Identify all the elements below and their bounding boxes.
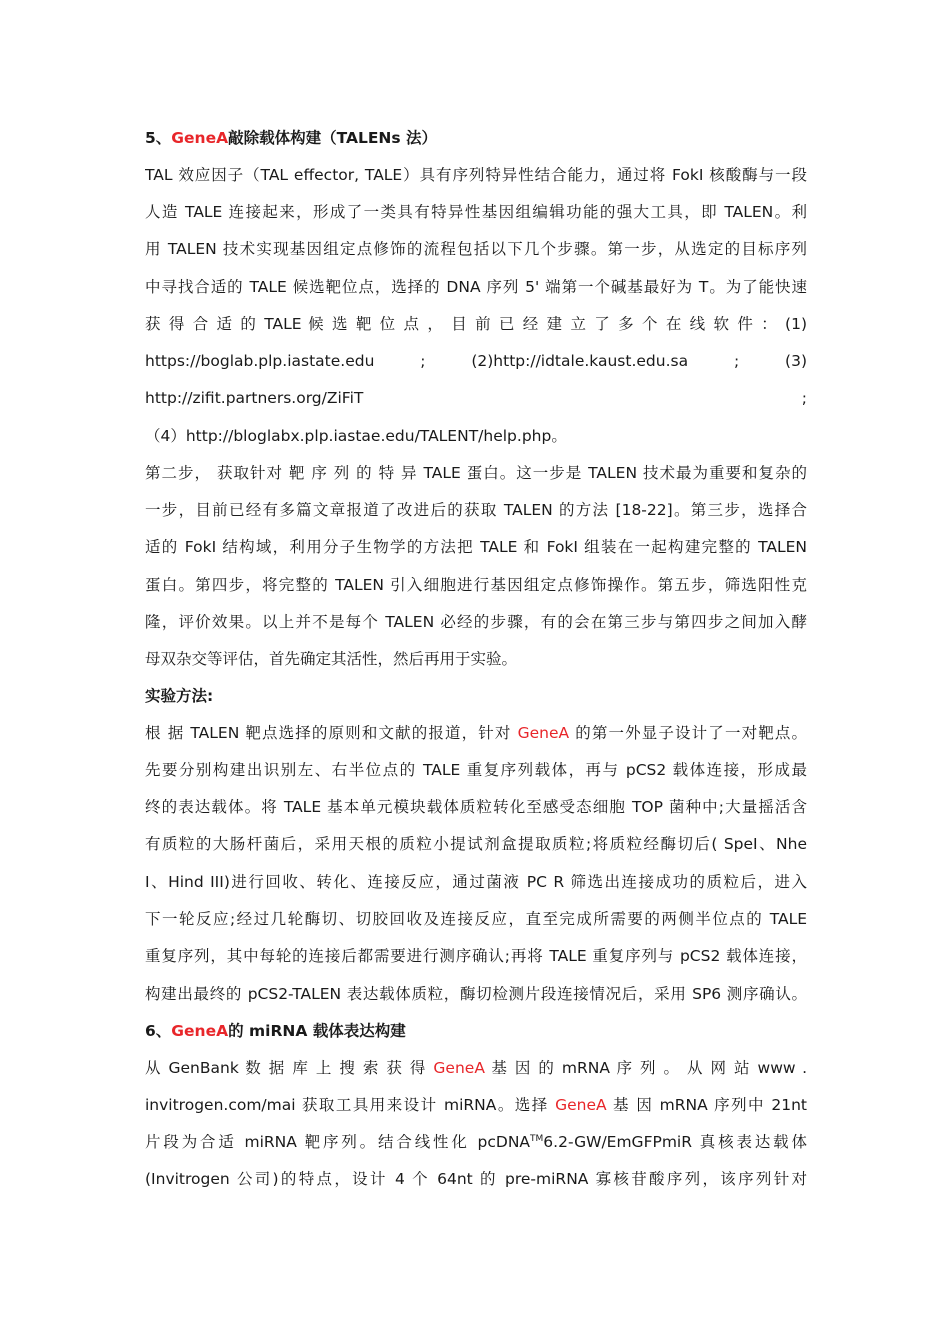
paragraph-line: 根 据 TALEN 靶点选择的原则和文献的报道，针对 GeneA 的第一外显子设计了一对靶点。 bbox=[145, 724, 807, 742]
paragraph-line: TAL 效应因子（TAL effector, TALE）具有序列特异性结合能力，通过将 FokI 核酸酶与一段 bbox=[145, 166, 807, 184]
paragraph-line: 先要分别构建出识别左、右半位点的 TALE 重复序列载体，再与 pCS2 载体连接，形成最 bbox=[145, 761, 807, 779]
paragraph-line: 蛋白。第四步，将完整的 TALEN 引入细胞进行基因组定点修饰操作。第五步，筛选阳性克 bbox=[145, 576, 807, 594]
paragraph-line: 有质粒的大肠杆菌后，采用天根的质粒小提试剂盒提取质粒;将质粒经酶切后( SpeI、Nhe bbox=[145, 835, 807, 853]
paragraph-line: 重复序列，其中每轮的连接后都需要进行测序确认;再将 TALE 重复序列与 pCS2 载体连接， bbox=[145, 947, 807, 965]
paragraph-line: 适的 FokI 结构域，利用分子生物学的方法把 TALE 和 FokI 组装在一起构建完整的 TALEN bbox=[145, 538, 807, 556]
gene-name: GeneA bbox=[171, 1022, 229, 1040]
paragraph-line: (Invitrogen 公司)的特点，设计 4 个 64nt 的 pre-miRNA 寡核苷酸序列，该序列针对 bbox=[145, 1170, 807, 1188]
paragraph-line: 下一轮反应;经过几轮酶切、切胶回收及连接反应，直至完成所需要的两侧半位点的 TALE bbox=[145, 910, 807, 928]
trademark-superscript: TM bbox=[530, 1134, 544, 1144]
paragraph-line: 获 得 合 适 的 TALE 候 选 靶 位 点 ， 目 前 已 经 建 立 了 多 个 在 线 软 件 ： (1) bbox=[145, 315, 807, 333]
paragraph-line: 用 TALEN 技术实现基因组定点修饰的流程包括以下几个步骤。第一步，从选定的目标序列 bbox=[145, 240, 807, 258]
paragraph-line: invitrogen.com/mai 获取工具用来设计 miRNA。选择 GeneA 基 因 mRNA 序列中 21nt bbox=[145, 1096, 807, 1114]
paragraph-line: 构建出最终的 pCS2-TALEN 表达载体质粒，酶切检测片段连接情况后，采用 SP6 测序确认。 bbox=[145, 985, 807, 1003]
paragraph-line: 从 GenBank 数 据 库 上 搜 索 获 得 GeneA 基 因 的 mRNA 序 列 。 从 网 站 www . bbox=[145, 1059, 807, 1077]
methods-label: 实验方法: bbox=[145, 687, 214, 705]
url-line: http://zifit.partners.org/ZiFiT ; bbox=[145, 389, 807, 407]
url-line: https://boglab.plp.iastate.edu ; (2)http://idtale.kaust.edu.sa ; (3) bbox=[145, 352, 807, 370]
gene-name: GeneA bbox=[433, 1059, 485, 1077]
paragraph-line: 人造 TALE 连接起来，形成了一类具有特异性基因组编辑功能的强大工具，即 TALEN。利 bbox=[145, 203, 807, 221]
paragraph-line: 母双杂交等评估，首先确定其活性，然后再用于实验。 bbox=[145, 650, 518, 668]
section-5-heading: 5、GeneA敲除载体构建（TALENs 法） bbox=[145, 129, 438, 147]
paragraph-line: 隆，评价效果。以上并不是每个 TALEN 必经的步骤，有的会在第三步与第四步之间加入酵 bbox=[145, 613, 807, 631]
paragraph-line: 终的表达载体。将 TALE 基本单元模块载体质粒转化至感受态细胞 TOP 菌种中;大量摇活含 bbox=[145, 798, 807, 816]
section-6-heading: 6、GeneA的 miRNA 载体表达构建 bbox=[145, 1022, 406, 1040]
paragraph-line: 第二步， 获取针对 靶 序 列 的 特 异 TALE 蛋白。这一步是 TALEN 技术最为重要和复杂的 bbox=[145, 464, 807, 482]
paragraph-line: 一步，目前已经有多篇文章报道了改进后的获取 TALEN 的方法 [18-22]。第三步，选择合 bbox=[145, 501, 807, 519]
paragraph-line: 中寻找合适的 TALE 候选靶位点，选择的 DNA 序列 5' 端第一个碱基最好为 T。为了能快速 bbox=[145, 278, 807, 296]
gene-name: GeneA bbox=[555, 1096, 607, 1114]
gene-name: GeneA bbox=[171, 129, 229, 147]
gene-name: GeneA bbox=[517, 724, 570, 742]
paragraph-line: 片段为合适 miRNA 靶序列。结合线性化 pcDNA™6.2-GW/EmGFPmiR 真核表达载体 bbox=[145, 1133, 807, 1151]
paragraph-line: I、Hind III)进行回收、转化、连接反应，通过菌液 PC R 筛选出连接成功的质粒后，进入 bbox=[145, 873, 807, 891]
url-line: （4）http://bloglabx.plp.iastae.edu/TALENT/help.php。 bbox=[145, 427, 567, 445]
